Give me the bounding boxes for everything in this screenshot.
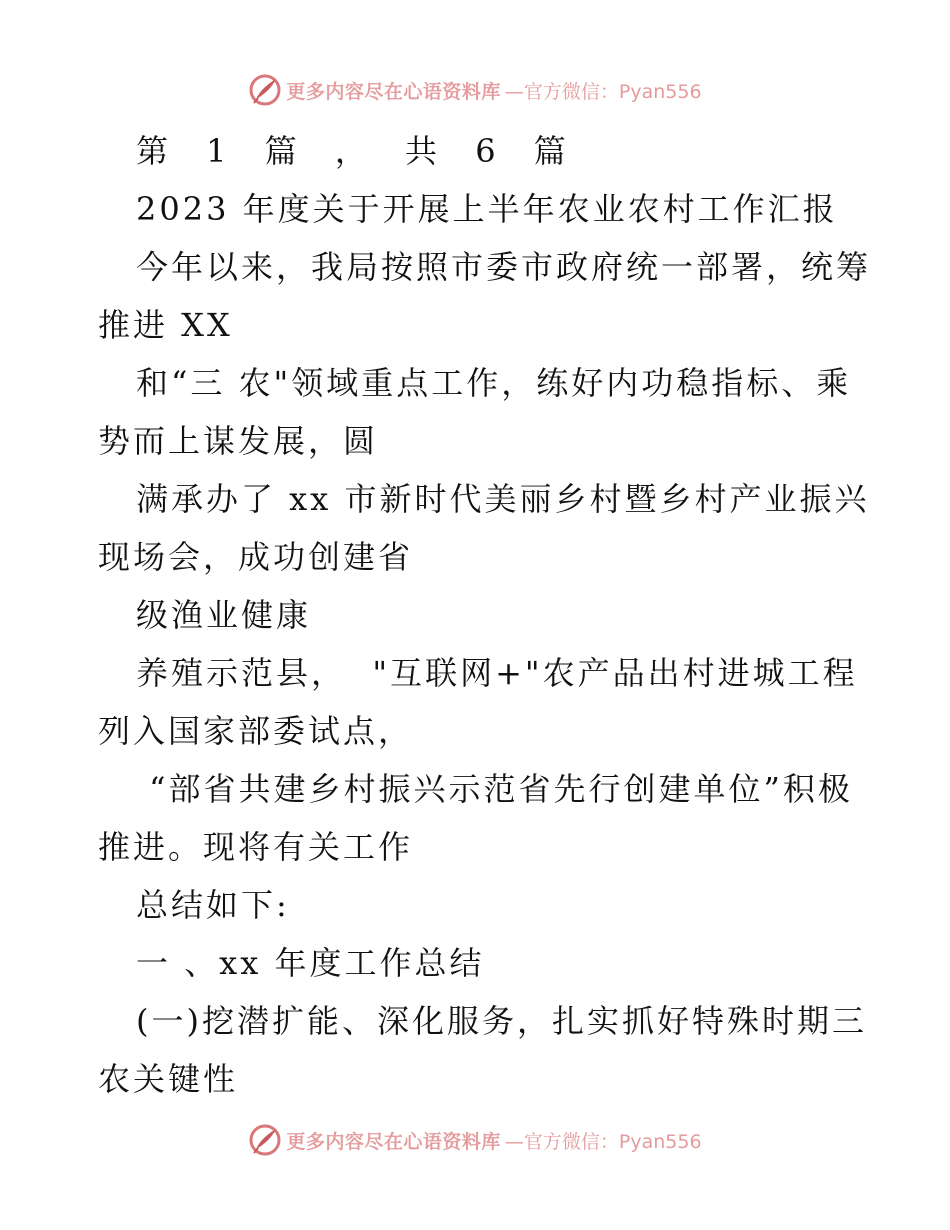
quill-logo-icon [248,1123,282,1157]
text-line: 养殖示范县， "互联网+"农产品出村进城工程 [136,654,858,692]
text-line: 今年以来，我局按照市委市政府统一部署，统筹 [136,248,872,286]
text-line: “部省共建乡村振兴示范省先行创建单位”积极 [136,770,853,808]
text-line: 势而上谋发展，圆 [98,422,379,460]
footer-watermark [0,1120,950,1160]
header-watermark [0,70,950,110]
text-line: 总结如下: [136,886,290,924]
watermark-brand-text: 更多内容尽在心语资料库 [286,1130,501,1153]
page-count-line: 第 1 篇 ， 共 6 篇 [136,132,580,170]
watermark-brand-text: 更多内容尽在心语资料库 [286,80,501,103]
watermark-wechat-text: —官方微信：Pyan556 [504,80,702,103]
document-title: 2023 年度关于开展上半年农业农村工作汇报 [136,190,838,228]
section-heading: 一 、xx 年度工作总结 [136,944,485,982]
quill-logo-icon [248,73,282,107]
text-line: 列入国家部委试点， [98,712,414,750]
text-line: 推进 XX [98,306,233,344]
text-line: 和“三 农"领域重点工作，练好内功稳指标、乘 [136,364,852,402]
text-line: 满承办了 xx 市新时代美丽乡村暨乡村产业振兴 [136,480,870,518]
document-body [98,122,872,1108]
text-line: 现场会，成功创建省 [98,538,414,576]
subsection-heading: (一)挖潜扩能、深化服务，扎实抓好特殊时期三 [136,1002,867,1040]
text-line: 级渔业健康 [136,596,312,634]
text-line: 农关键性 [98,1060,239,1098]
text-line: 推进。现将有关工作 [98,828,414,866]
watermark-wechat-text: —官方微信：Pyan556 [504,1130,702,1153]
